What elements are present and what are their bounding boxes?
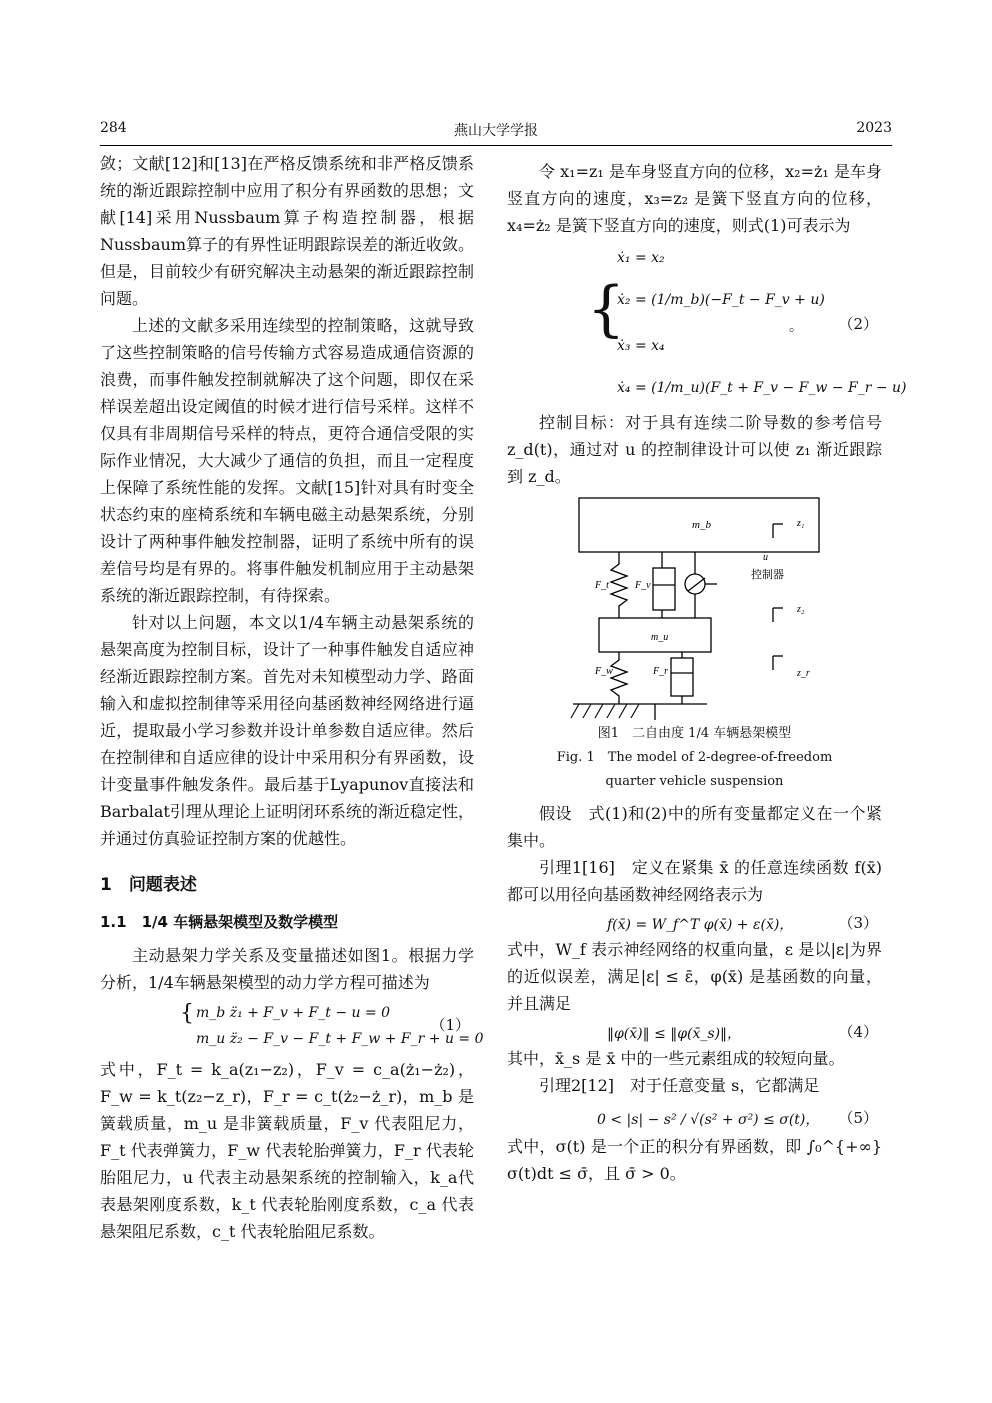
lemma-1: 引理1[16] 定义在紧集 x̄ 的任意连续函数 f(x̄) 都可以用径向基函数神经网络表示为 xyxy=(507,858,882,904)
tire-damper xyxy=(671,658,693,696)
header-rule xyxy=(100,145,892,146)
controller-label: 控制器 xyxy=(751,569,784,581)
mu-label: m_u xyxy=(651,632,669,643)
subsection-heading: 1.1 1/4 车辆悬架模型及数学模型 xyxy=(100,913,339,931)
equation-line: ẋ₄ = (1/m_u)(F_t + F_v − F_w − F_r − u) xyxy=(617,380,907,396)
paragraph: 主动悬架力学关系及变量描述如图1。根据力学分析，1/4车辆悬架模型的动力学方程可描述为 xyxy=(100,946,474,992)
lemma-2: 引理2[12] 对于任意变量 s，它都满足 xyxy=(539,1076,820,1095)
equation-line: f(x̄) = W_f^T φ(x̄) + ε(x̄)， xyxy=(607,917,794,933)
tire-spring xyxy=(611,652,627,704)
z1-label: z₁ xyxy=(797,518,805,529)
paragraph: 令 x₁=z₁ 是车身竖直方向的位移，x₂=ż₁ 是车身竖直方向的速度，x₃=z₂ 是簧下竖直方向的位移，x₄=ż₂ 是簧下竖直方向的速度，则式(1)可表示为 xyxy=(507,162,882,235)
brace: { xyxy=(587,274,626,344)
right-column xyxy=(507,158,907,1187)
suspension-diagram xyxy=(507,490,882,722)
ft-label: F_t xyxy=(595,580,609,591)
equation-number: （3） xyxy=(838,914,878,932)
suspension-spring xyxy=(611,552,627,618)
period: 。 xyxy=(789,319,803,335)
fv-label: F_v xyxy=(635,580,651,591)
paragraph: 其中，x̄_s 是 x̄ 中的一些元素组成的较短向量。 xyxy=(507,1049,845,1068)
journal-title: 燕山大学学报 xyxy=(454,123,538,139)
assumption: 假设 式(1)和(2)中的所有变量都定义在一个紧集中。 xyxy=(507,804,882,850)
equation-line: ‖φ(x̄)‖ ≤ ‖φ(x̄_s)‖， xyxy=(607,1026,742,1042)
page-number: 284 xyxy=(100,120,127,136)
section-heading: 1 问题表述 xyxy=(100,875,197,895)
fw-label: F_w xyxy=(595,666,613,677)
actuator-arrow xyxy=(688,578,705,591)
z2-marker xyxy=(773,608,783,622)
equation-number: （1） xyxy=(430,1016,470,1034)
equation-2 xyxy=(507,239,907,409)
page-header xyxy=(100,120,892,140)
equation-1 xyxy=(100,996,484,1056)
equation-4 xyxy=(507,1017,882,1045)
fr-label: F_r xyxy=(653,666,668,677)
brace: { xyxy=(180,1001,194,1026)
equation-number: （2） xyxy=(838,315,878,333)
equation-line: 0 < |s| − s² / √(s² + σ²) ≤ σ(t)， xyxy=(597,1112,820,1128)
z1-marker xyxy=(773,524,783,538)
mb-label: m_b xyxy=(692,519,711,531)
ground-hatch xyxy=(571,704,639,718)
paragraph: 针对以上问题，本文以1/4车辆主动悬架系统的悬架高度为控制目标，设计了一种事件触发自适应神经渐近跟踪控制方案。首先对未知模型动力学、路面输入和虚拟控制律等采用径向基函数神经网络进行逼近，提取最小学习参数并设计单参数自适应律。然后在控制律和自适应律的设计中采用积分有界函数，设计变量事件触发条件。最后基于Lyapunov直接法和Barbalat引理从理论上证明闭环系统的渐近稳定性，并通过仿真验证控制方案的优越性。 xyxy=(100,613,474,848)
paragraph: 上述的文献多采用连续型的控制策略，这就导致了这些控制策略的信号传输方式容易造成通信资源的浪费，而事件触发控制就解决了这个问题，即仅在采样误差超出设定阈值的时候才进行信号采样。这样不仅具有非周期信号采样的特点，更符合通信受限的实际作业情况，大大减少了通信的负担，而且一定程度上保障了系统性能的发挥。文献[15]针对具有时变全状态约束的座椅系统和车辆电磁主动悬架系统，分别设计了两种事件触发控制器，证明了系统中所有的误差信号均是有界的。将事件触发机制应用于主动悬架系统的渐近跟踪控制，有待探索。 xyxy=(100,316,474,605)
u-label: u xyxy=(763,552,768,563)
suspension-damper xyxy=(653,568,675,610)
figure-caption-en: quarter vehicle suspension xyxy=(605,774,784,789)
paragraph: 式中，F_t = k_a(z₁−z₂)，F_v = c_a(ż₁−ż₂)，F_w = k_t(z₂−z_r)，F_r = c_t(ż₂−ż_r)，m_b 是簧载质量，m_u 是非簧载质量，F_v 代表阻尼力，F_t 代表弹簧力，F_w 代表轮胎弹簧力，F_r 代表轮胎阻尼力，u 代表主动悬架系统的控制输入，k_a代表悬架刚度系数，k_t 代表轮胎刚度系数，c_a 代表悬架阻尼系数，c_t 代表轮胎阻尼系数。 xyxy=(100,1060,474,1241)
year: 2023 xyxy=(856,120,892,136)
equation-line: ẋ₂ = (1/m_b)(−F_t − F_v + u) xyxy=(617,292,825,308)
equation-number: （5） xyxy=(838,1109,878,1127)
suspension-figure xyxy=(507,490,882,722)
equation-number: （4） xyxy=(838,1023,878,1041)
figure-caption-cn: 图1 二自由度 1/4 车辆悬架模型 xyxy=(597,726,792,741)
figure-caption-en: Fig. 1 The model of 2-degree-of-freedom xyxy=(556,750,833,765)
paragraph: 控制目标：对于具有连续二阶导数的参考信号 z_d(t)，通过对 u 的控制律设计可以使 z₁ 渐近跟踪到 z_d。 xyxy=(507,413,882,486)
zr-label: z_r xyxy=(797,668,810,679)
paragraph: 式中，σ(t) 是一个正的积分有界函数，即 ∫₀^{+∞} σ(t)dt ≤ σ̄，且 σ̄ > 0。 xyxy=(507,1137,882,1183)
z2-label: z₂ xyxy=(797,604,805,615)
paragraph: 敛；文献[12]和[13]在严格反馈系统和非严格反馈系统的渐近跟踪控制中应用了积分有界函数的思想；文献[14]采用Nussbaum算子构造控制器，根据Nussbaum算子的有界性证明跟踪误差的渐近收敛。但是，目前较少有研究解决主动悬架的渐近跟踪控制问题。 xyxy=(100,154,474,308)
equation-line: ẋ₃ = x₄ xyxy=(617,338,665,354)
paragraph: 式中，W_f 表示神经网络的权重向量，ε 是以|ε|为界的近似误差，满足|ε| ≤ ε̄，φ(x̄) 是基函数的向量，并且满足 xyxy=(507,940,882,1013)
equation-line: m_u z̈₂ − F_v − F_t + F_w + F_r + u = 0 xyxy=(196,1031,484,1047)
equation-line: m_b z̈₁ + F_v + F_t − u = 0 xyxy=(196,1005,391,1021)
zr-marker xyxy=(773,656,783,670)
equation-line: ẋ₁ = x₂ xyxy=(617,250,665,266)
equation-3 xyxy=(507,908,882,936)
left-column xyxy=(100,150,484,1245)
equation-5 xyxy=(507,1099,882,1133)
